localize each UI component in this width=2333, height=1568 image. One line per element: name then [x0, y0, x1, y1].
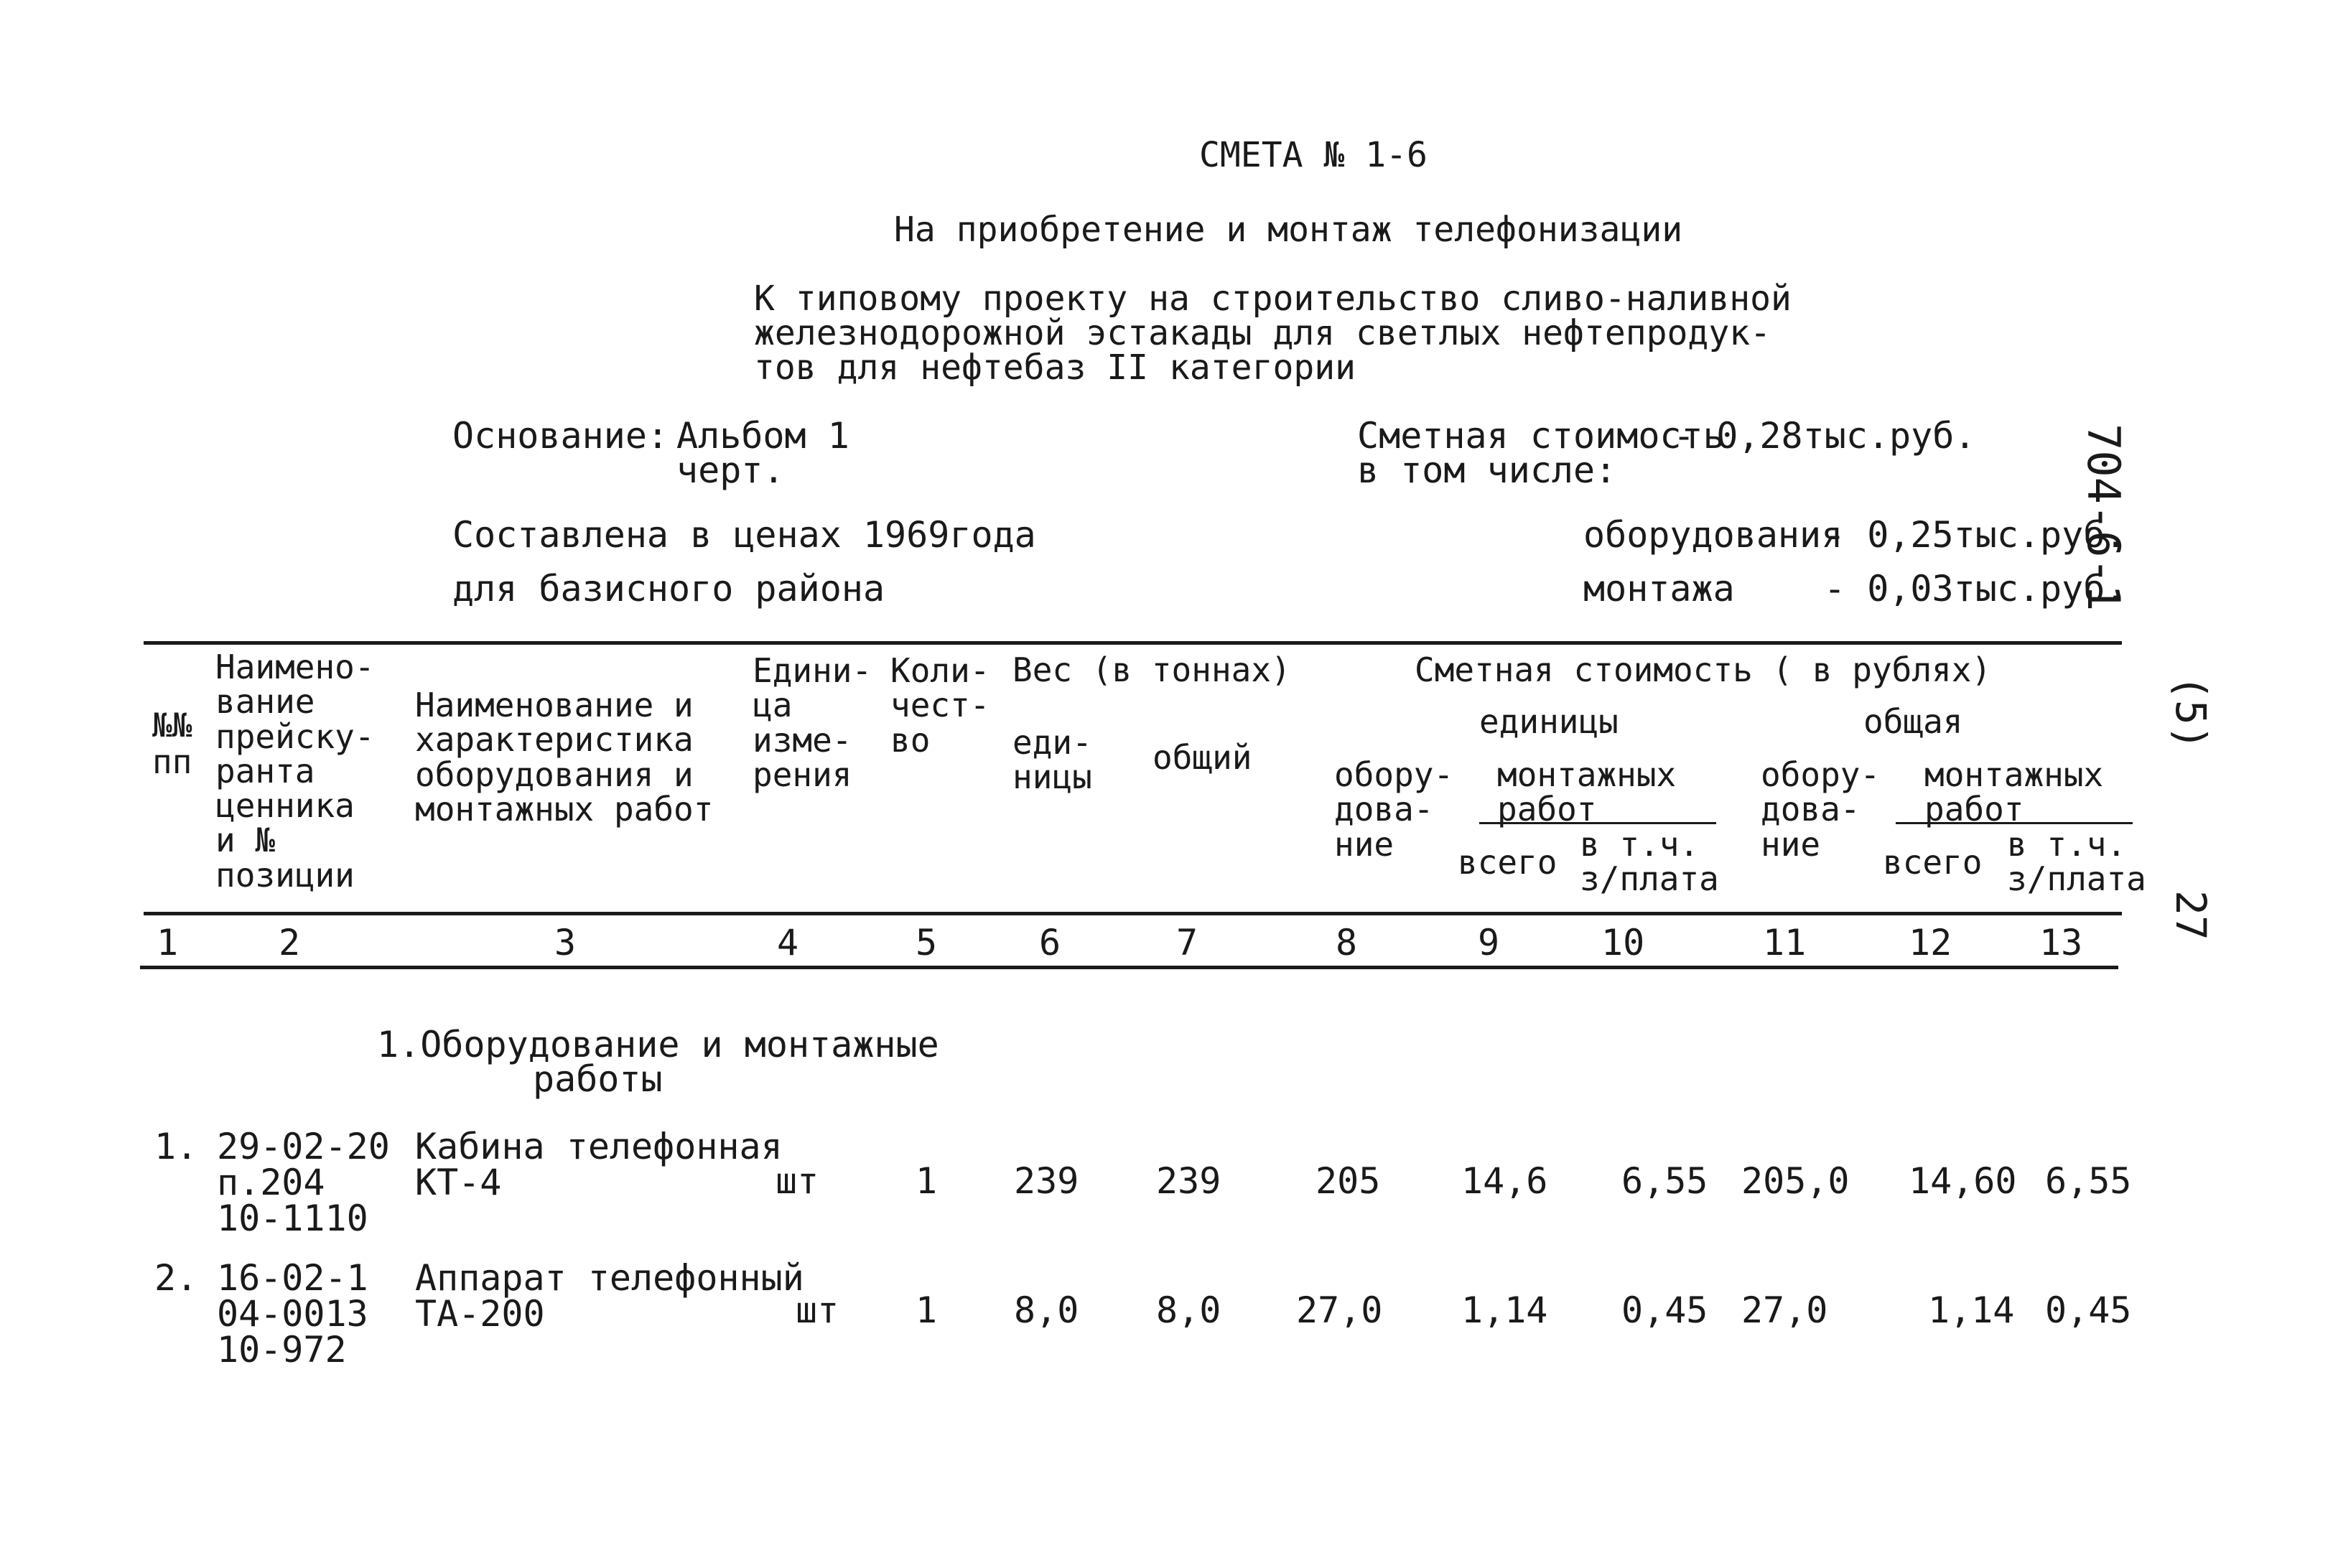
equipment-label: оборудования: [1583, 514, 1843, 556]
col-header-install-unit: монтажных работ: [1497, 755, 1677, 829]
column-numbers-rule: [140, 966, 2118, 969]
header-bottom-rule: [144, 912, 2122, 915]
sheet-mark: (5): [2166, 675, 2215, 750]
basis-drawing: черт.: [676, 449, 785, 491]
column-number: 11: [1763, 922, 1807, 963]
cost-label: Сметная стоимость: [1357, 415, 1725, 457]
row-weight-total: 239: [1156, 1160, 1221, 1202]
column-number: 1: [157, 922, 179, 963]
document-title: СМЕТА № 1-6: [1199, 135, 1428, 175]
row-equip-unit: 27,0: [1296, 1289, 1383, 1331]
row-wage-unit: 6,55: [1621, 1160, 1708, 1202]
col-header-pricelist: Наимено- вание прейску- ранта ценника и № позиции: [215, 648, 375, 895]
column-number: 13: [2039, 922, 2083, 963]
col-header-install-total: монтажных работ: [1924, 755, 2104, 829]
row-wage-total: 6,55: [2045, 1160, 2132, 1202]
project-line-3: тов для нефтебаз II категории: [754, 347, 1356, 388]
row-qty: 1: [916, 1160, 938, 1202]
project-line-1: К типовому проекту на строительство сливо-наливной: [754, 279, 1792, 319]
cost-value: - 0,28тыс.руб.: [1673, 415, 1976, 457]
installation-label: монтажа: [1583, 568, 1735, 610]
row-install-total: 1,14: [1928, 1289, 2015, 1331]
row-item-name: Аппарат телефонный ТА-200: [415, 1257, 804, 1335]
row-pricelist-code: 29-02-20 п.204 10-1110: [217, 1126, 390, 1239]
section-title-line-2: работы: [533, 1058, 663, 1100]
row-number: 1.: [154, 1126, 198, 1167]
row-equip-total: 27,0: [1741, 1289, 1828, 1331]
document-subtitle: На приобретение и монтаж телефонизации: [894, 210, 1683, 250]
row-wage-unit: 0,45: [1621, 1289, 1708, 1331]
including-label: в том числе:: [1357, 449, 1617, 491]
col-header-unit: Едини- ца изме- рения: [753, 651, 872, 794]
basis-label: Основание:: [452, 415, 669, 457]
row-unit: шт: [776, 1160, 819, 1202]
col-header-equip-total: обору- дова- ние: [1761, 755, 1881, 864]
column-number: 4: [777, 922, 799, 963]
column-number: 8: [1336, 922, 1358, 963]
cost-total-group: общая: [1863, 702, 1963, 741]
column-number: 7: [1176, 922, 1198, 963]
project-line-2: железнодорожной эстакады для светлых нефтепродук-: [754, 313, 1771, 353]
row-item-name: Кабина телефонная КТ-4: [415, 1126, 783, 1203]
col-header-equip-unit: обору- дова- ние: [1334, 755, 1454, 864]
column-number: 6: [1039, 922, 1061, 963]
page-number: 27: [2166, 890, 2215, 941]
row-install-total: 14,60: [1909, 1160, 2017, 1202]
row-weight-total: 8,0: [1156, 1289, 1221, 1331]
column-number: 9: [1478, 922, 1500, 963]
col-header-weight-unit: еди- ницы: [1012, 723, 1092, 797]
row-equip-unit: 205: [1315, 1160, 1381, 1202]
col-header-number: №№ пп: [152, 706, 192, 781]
row-weight-unit: 239: [1014, 1160, 1079, 1202]
prices-note: Составлена в ценах 1969года: [452, 514, 1036, 556]
section-title-line-1: 1.Оборудование и монтажные: [377, 1024, 939, 1065]
col-header-wage-total: в т.ч. з/плата: [2007, 825, 2146, 899]
row-install-unit: 14,6: [1461, 1160, 1548, 1202]
col-header-cost: Сметная стоимость ( в рублях): [1415, 650, 1992, 689]
equipment-value: - 0,25тыс.руб.: [1824, 514, 2127, 556]
row-pricelist-code: 16-02-1 04-0013 10-972: [217, 1257, 368, 1371]
installation-value: - 0,03тыс.руб.: [1824, 568, 2127, 610]
sheet-code: 704-6-1: [2077, 424, 2130, 612]
col-header-weight-total: общий: [1152, 738, 1252, 777]
row-number: 2.: [154, 1257, 198, 1299]
column-number: 5: [916, 922, 938, 963]
column-number: 2: [279, 922, 301, 963]
row-qty: 1: [916, 1289, 938, 1331]
col-header-name: Наименование и характеристика оборудования и монтажных работ: [415, 686, 714, 829]
column-number: 3: [554, 922, 577, 963]
col-header-wage-unit: в т.ч. з/плата: [1580, 825, 1719, 899]
region-note: для базисного района: [452, 568, 885, 610]
col-header-qty: Коли- чест- во: [890, 651, 990, 760]
col-header-weight: Вес (в тоннах): [1012, 650, 1291, 689]
row-wage-total: 0,45: [2045, 1289, 2132, 1331]
row-weight-unit: 8,0: [1014, 1289, 1079, 1331]
column-number: 12: [1909, 922, 1952, 963]
table-top-rule: [144, 641, 2122, 645]
row-equip-total: 205,0: [1741, 1160, 1850, 1202]
col-header-all-unit: всего: [1458, 843, 1557, 882]
col-header-all-total: всего: [1883, 843, 1983, 882]
row-unit: шт: [796, 1289, 839, 1331]
cost-unit-group: единицы: [1479, 702, 1619, 741]
basis-album: Альбом 1: [676, 415, 849, 457]
row-install-unit: 1,14: [1461, 1289, 1548, 1331]
column-number: 10: [1601, 922, 1645, 963]
